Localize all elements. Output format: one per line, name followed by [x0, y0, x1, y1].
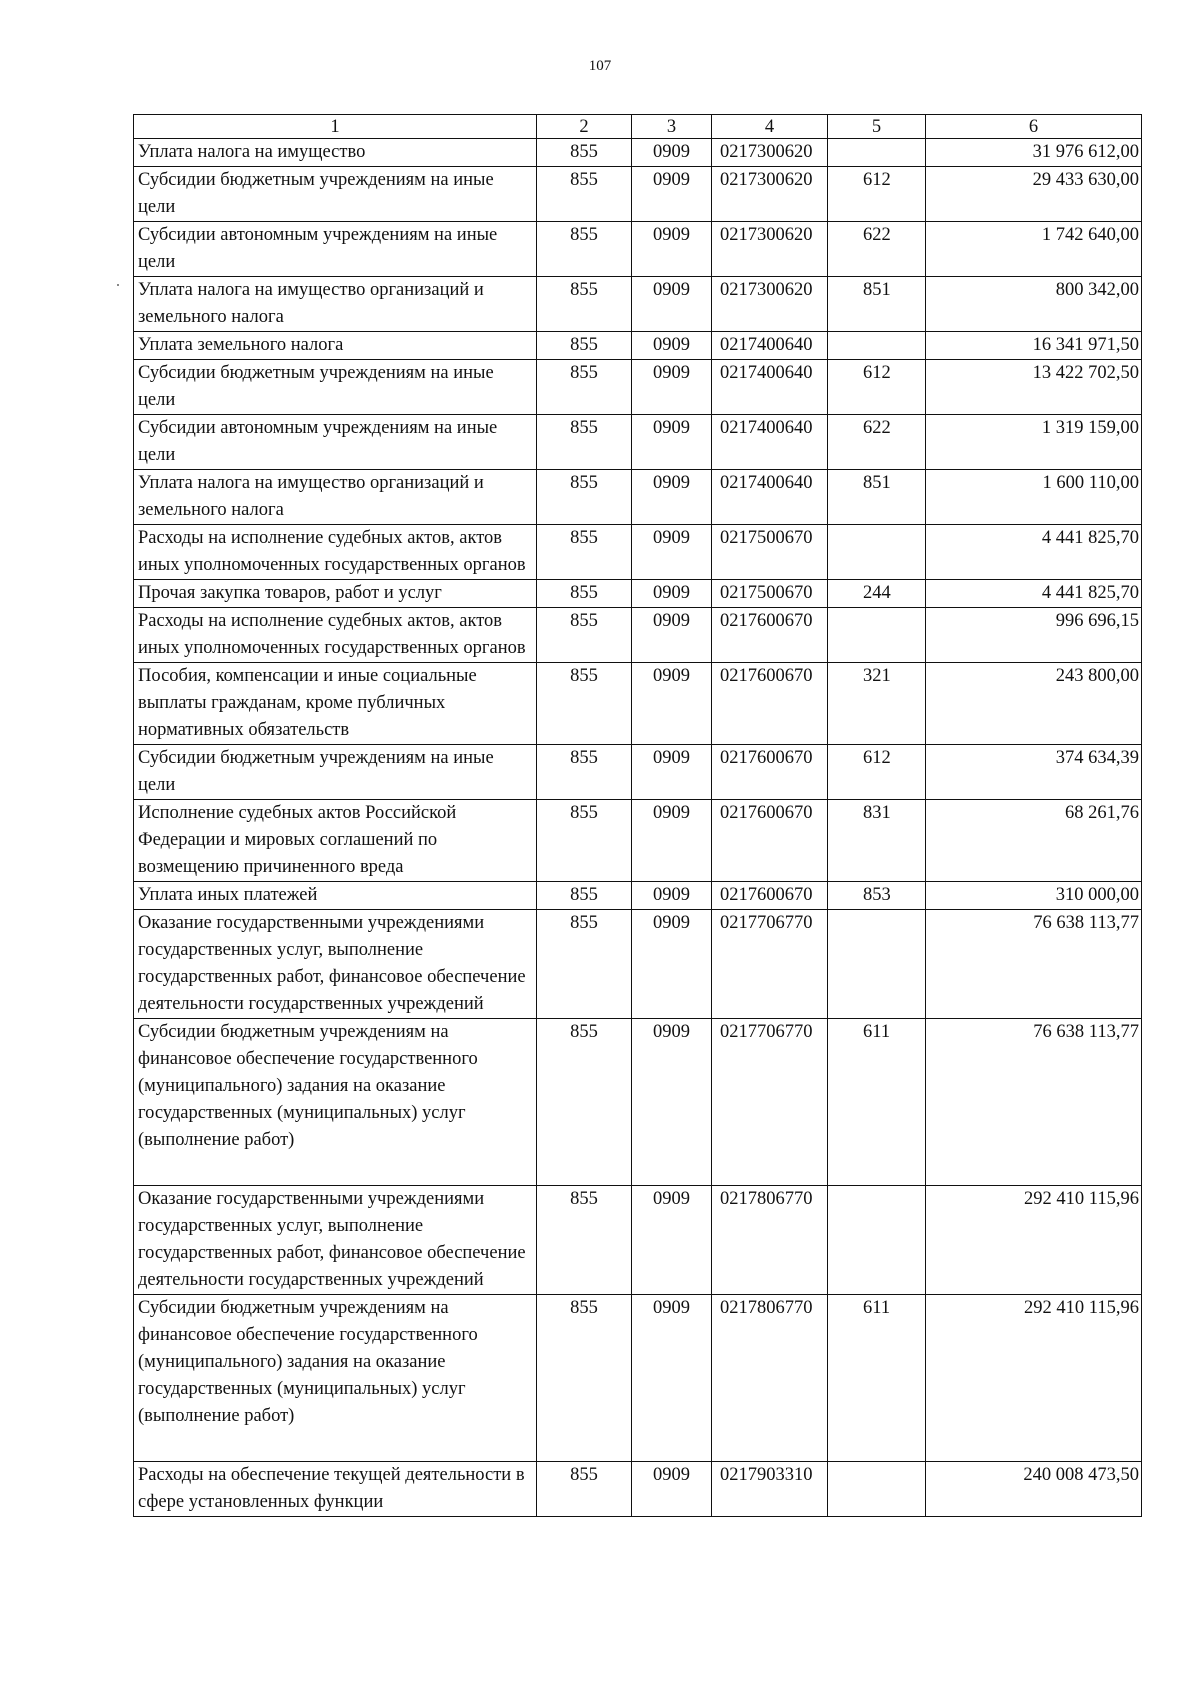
cell-type	[828, 139, 926, 167]
cell-section: 0909	[632, 800, 712, 882]
cell-name: Прочая закупка товаров, работ и услуг	[134, 580, 537, 608]
cell-type: 611	[828, 1295, 926, 1462]
cell-type	[828, 608, 926, 663]
cell-grbs: 855	[537, 800, 632, 882]
cell-name: Расходы на исполнение судебных актов, актов иных уполномоченных государственных органов	[134, 525, 537, 580]
cell-grbs: 855	[537, 1295, 632, 1462]
col-header-section: 3	[632, 115, 712, 139]
cell-section: 0909	[632, 470, 712, 525]
cell-grbs: 855	[537, 745, 632, 800]
table-body	[134, 139, 1142, 1517]
page-number: 107	[588, 58, 612, 74]
cell-grbs: 855	[537, 222, 632, 277]
cell-type	[828, 525, 926, 580]
cell-grbs: 855	[537, 167, 632, 222]
cell-amount: 1 600 110,00	[926, 470, 1142, 525]
cell-target: 0217600670	[712, 882, 828, 910]
col-header-grbs: 2	[537, 115, 632, 139]
cell-grbs: 855	[537, 580, 632, 608]
cell-name: Субсидии бюджетным учреждениям на иные цели	[134, 167, 537, 222]
cell-grbs: 855	[537, 332, 632, 360]
cell-name: Субсидии бюджетным учреждениям на финансовое обеспечение государственного (муниципального) задания на оказание государственных (муниципальных) услуг (выполнение работ)	[134, 1295, 537, 1462]
cell-name: Субсидии автономным учреждениям на иные цели	[134, 222, 537, 277]
cell-name: Оказание государственными учреждениями государственных услуг, выполнение государственных работ, финансовое обеспечение деятельности государственных учреждений	[134, 1186, 537, 1295]
cell-type	[828, 1186, 926, 1295]
cell-target: 0217300620	[712, 277, 828, 332]
cell-section: 0909	[632, 415, 712, 470]
cell-name: Исполнение судебных актов Российской Федерации и мировых соглашений по возмещению причиненного вреда	[134, 800, 537, 882]
cell-target: 0217300620	[712, 139, 828, 167]
cell-section: 0909	[632, 663, 712, 745]
cell-target: 0217400640	[712, 470, 828, 525]
cell-target: 0217600670	[712, 800, 828, 882]
cell-amount: 76 638 113,77	[926, 910, 1142, 1019]
cell-name: Уплата налога на имущество организаций и земельного налога	[134, 470, 537, 525]
cell-section: 0909	[632, 525, 712, 580]
cell-target: 0217706770	[712, 910, 828, 1019]
col-header-amount: 6	[926, 115, 1142, 139]
cell-target: 0217300620	[712, 222, 828, 277]
table-row	[134, 608, 1142, 663]
table-row	[134, 882, 1142, 910]
cell-type: 851	[828, 470, 926, 525]
cell-section: 0909	[632, 608, 712, 663]
col-header-name: 1	[134, 115, 537, 139]
cell-name: Уплата налога на имущество	[134, 139, 537, 167]
cell-amount: 16 341 971,50	[926, 332, 1142, 360]
cell-name: Оказание государственными учреждениями государственных услуг, выполнение государственных работ, финансовое обеспечение деятельности государственных учреждений	[134, 910, 537, 1019]
cell-grbs: 855	[537, 360, 632, 415]
scan-artifact	[117, 284, 119, 286]
cell-amount: 31 976 612,00	[926, 139, 1142, 167]
cell-amount: 29 433 630,00	[926, 167, 1142, 222]
cell-type: 611	[828, 1019, 926, 1186]
cell-grbs: 855	[537, 663, 632, 745]
cell-amount: 292 410 115,96	[926, 1186, 1142, 1295]
cell-amount: 68 261,76	[926, 800, 1142, 882]
table-row	[134, 525, 1142, 580]
cell-section: 0909	[632, 1462, 712, 1517]
cell-amount: 1 742 640,00	[926, 222, 1142, 277]
cell-target: 0217600670	[712, 745, 828, 800]
table-row	[134, 1462, 1142, 1517]
cell-section: 0909	[632, 580, 712, 608]
cell-name: Уплата земельного налога	[134, 332, 537, 360]
cell-name: Субсидии автономным учреждениям на иные цели	[134, 415, 537, 470]
cell-target: 0217806770	[712, 1295, 828, 1462]
cell-name: Пособия, компенсации и иные социальные выплаты гражданам, кроме публичных нормативных обязательств	[134, 663, 537, 745]
cell-amount: 1 319 159,00	[926, 415, 1142, 470]
table-row	[134, 332, 1142, 360]
cell-type: 612	[828, 360, 926, 415]
cell-grbs: 855	[537, 1186, 632, 1295]
budget-table	[133, 114, 1142, 1517]
cell-amount: 374 634,39	[926, 745, 1142, 800]
cell-amount: 800 342,00	[926, 277, 1142, 332]
cell-section: 0909	[632, 1019, 712, 1186]
cell-amount: 13 422 702,50	[926, 360, 1142, 415]
cell-grbs: 855	[537, 910, 632, 1019]
col-header-target: 4	[712, 115, 828, 139]
cell-section: 0909	[632, 882, 712, 910]
cell-type: 244	[828, 580, 926, 608]
cell-name: Субсидии бюджетным учреждениям на иные цели	[134, 360, 537, 415]
table-row	[134, 800, 1142, 882]
cell-grbs: 855	[537, 470, 632, 525]
cell-name: Расходы на исполнение судебных актов, актов иных уполномоченных государственных органов	[134, 608, 537, 663]
cell-target: 0217806770	[712, 1186, 828, 1295]
cell-grbs: 855	[537, 277, 632, 332]
cell-section: 0909	[632, 332, 712, 360]
cell-type: 853	[828, 882, 926, 910]
table-row	[134, 1019, 1142, 1186]
cell-name: Уплата иных платежей	[134, 882, 537, 910]
table-row	[134, 360, 1142, 415]
cell-type: 851	[828, 277, 926, 332]
cell-section: 0909	[632, 1186, 712, 1295]
cell-grbs: 855	[537, 1462, 632, 1517]
cell-amount: 4 441 825,70	[926, 525, 1142, 580]
cell-name: Субсидии бюджетным учреждениям на иные цели	[134, 745, 537, 800]
cell-section: 0909	[632, 1295, 712, 1462]
cell-grbs: 855	[537, 415, 632, 470]
cell-target: 0217400640	[712, 415, 828, 470]
table-row	[134, 1186, 1142, 1295]
cell-type: 622	[828, 415, 926, 470]
table-row	[134, 745, 1142, 800]
cell-grbs: 855	[537, 1019, 632, 1186]
cell-target: 0217400640	[712, 332, 828, 360]
cell-grbs: 855	[537, 139, 632, 167]
cell-type	[828, 1462, 926, 1517]
table-row	[134, 167, 1142, 222]
cell-amount: 76 638 113,77	[926, 1019, 1142, 1186]
cell-amount: 292 410 115,96	[926, 1295, 1142, 1462]
table-row	[134, 580, 1142, 608]
cell-name: Уплата налога на имущество организаций и земельного налога	[134, 277, 537, 332]
cell-type: 612	[828, 167, 926, 222]
cell-target: 0217500670	[712, 580, 828, 608]
table-row	[134, 470, 1142, 525]
table-row	[134, 139, 1142, 167]
table-row	[134, 222, 1142, 277]
cell-target: 0217300620	[712, 167, 828, 222]
cell-section: 0909	[632, 277, 712, 332]
cell-section: 0909	[632, 910, 712, 1019]
cell-target: 0217600670	[712, 608, 828, 663]
cell-grbs: 855	[537, 525, 632, 580]
table-row	[134, 1295, 1142, 1462]
cell-target: 0217903310	[712, 1462, 828, 1517]
cell-target: 0217706770	[712, 1019, 828, 1186]
header-row	[134, 115, 1142, 139]
table-row	[134, 663, 1142, 745]
table-row	[134, 415, 1142, 470]
cell-type: 622	[828, 222, 926, 277]
cell-amount: 310 000,00	[926, 882, 1142, 910]
table-row	[134, 910, 1142, 1019]
cell-type: 321	[828, 663, 926, 745]
cell-amount: 243 800,00	[926, 663, 1142, 745]
cell-section: 0909	[632, 360, 712, 415]
cell-type	[828, 332, 926, 360]
cell-amount: 4 441 825,70	[926, 580, 1142, 608]
col-header-type: 5	[828, 115, 926, 139]
cell-section: 0909	[632, 745, 712, 800]
cell-section: 0909	[632, 139, 712, 167]
cell-target: 0217500670	[712, 525, 828, 580]
cell-amount: 240 008 473,50	[926, 1462, 1142, 1517]
cell-type: 831	[828, 800, 926, 882]
cell-name: Субсидии бюджетным учреждениям на финансовое обеспечение государственного (муниципального) задания на оказание государственных (муниципальных) услуг (выполнение работ)	[134, 1019, 537, 1186]
cell-target: 0217600670	[712, 663, 828, 745]
cell-grbs: 855	[537, 608, 632, 663]
cell-target: 0217400640	[712, 360, 828, 415]
cell-section: 0909	[632, 167, 712, 222]
cell-name: Расходы на обеспечение текущей деятельности в сфере установленных функции	[134, 1462, 537, 1517]
cell-type	[828, 910, 926, 1019]
cell-type: 612	[828, 745, 926, 800]
cell-section: 0909	[632, 222, 712, 277]
cell-amount: 996 696,15	[926, 608, 1142, 663]
cell-grbs: 855	[537, 882, 632, 910]
table-row	[134, 277, 1142, 332]
